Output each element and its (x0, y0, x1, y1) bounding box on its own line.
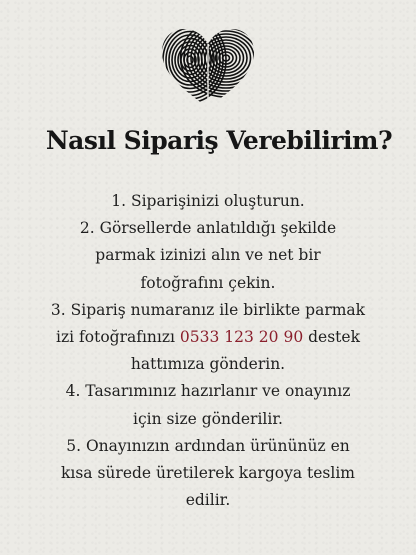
fingerprint-heart-icon (158, 26, 258, 110)
step-3-line-3: hattımıza gönderin. (130, 355, 286, 374)
step-5-line-1: 5. Onayınızın ardından ürününüz en (66, 436, 350, 455)
step-2-line-2: parmak izinizi alın ve net bir (95, 246, 321, 265)
step-3-line-1: 3. Sipariş numaranız ile birlikte parmak (50, 300, 366, 319)
step-5-line-3: edilir. (185, 491, 231, 510)
step-4-line-2: için size gönderilir. (133, 409, 283, 428)
step-3-text-before-phone: izi fotoğrafınızı (56, 328, 180, 347)
step-3-text-after-phone: destek (303, 328, 360, 347)
step-5-line-2: kısa sürede üretilerek kargoya teslim (61, 464, 355, 483)
order-steps (18, 188, 398, 514)
step-2-line-3: fotoğrafını çekin. (140, 273, 276, 292)
step-2-line-1: 2. Görsellerde anlatıldığı şekilde (79, 219, 337, 238)
page-title: Nasıl Sipariş Verebilirim? (45, 126, 393, 155)
step-3-line-2 (18, 324, 398, 351)
step-1-line-1: 1. Siparişinizi oluşturun. (111, 192, 305, 210)
support-phone-number: 0533 123 20 90 (179, 328, 304, 347)
step-4-line-1: 4. Tasarımınız hazırlanır ve onayınız (65, 382, 351, 401)
